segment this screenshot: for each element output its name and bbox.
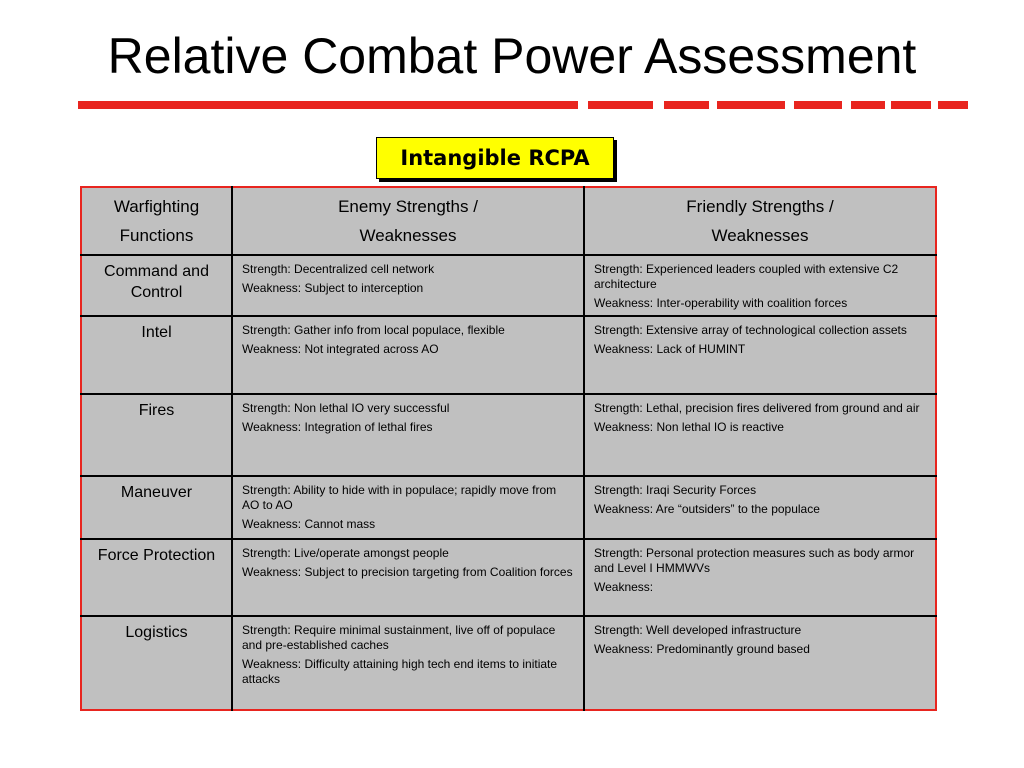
table-header-row (81, 187, 936, 255)
divider-segment (891, 101, 931, 109)
friendly-weakness: Weakness: Non lethal IO is reactive (594, 420, 784, 434)
function-cell: Force Protection (81, 539, 232, 616)
friendly-strength: Strength: Well developed infrastructure (594, 623, 802, 637)
header-enemy (232, 187, 584, 255)
enemy-cell (232, 316, 584, 394)
divider-segment (851, 101, 885, 109)
enemy-strength: Strength: Gather info from local populace, flexible (242, 323, 505, 337)
enemy-strength: Strength: Live/operate amongst people (242, 546, 449, 560)
friendly-cell (584, 616, 936, 710)
enemy-cell (232, 616, 584, 710)
table-row (81, 255, 936, 316)
function-cell: Maneuver (81, 476, 232, 539)
friendly-weakness: Weakness: Are “outsiders” to the populace (594, 502, 820, 516)
header-line: Warfighting (113, 197, 200, 216)
enemy-strength: Strength: Require minimal sustainment, live off of populace and pre-established caches (242, 623, 556, 652)
header-line: Functions (119, 226, 194, 245)
function-cell: Command and Control (81, 255, 232, 316)
enemy-strength: Strength: Ability to hide with in populace; rapidly move from AO to AO (242, 483, 557, 512)
enemy-weakness: Weakness: Integration of lethal fires (242, 420, 433, 434)
rcpa-table (80, 186, 937, 711)
header-line: Enemy Strengths / (338, 197, 478, 216)
friendly-strength: Strength: Extensive array of technological collection assets (594, 323, 907, 337)
friendly-weakness: Weakness: Inter-operability with coalition forces (594, 296, 848, 310)
friendly-cell (584, 539, 936, 616)
function-cell: Intel (81, 316, 232, 394)
header-warfighting-functions (81, 187, 232, 255)
divider-segment (717, 101, 785, 109)
slide-title: Relative Combat Power Assessment (107, 28, 917, 84)
enemy-cell (232, 255, 584, 316)
enemy-weakness: Weakness: Subject to interception (242, 281, 424, 295)
friendly-strength: Strength: Lethal, precision fires delivered from ground and air (594, 401, 920, 415)
enemy-weakness: Weakness: Difficulty attaining high tech end items to initiate attacks (242, 657, 558, 686)
friendly-weakness: Weakness: (594, 580, 654, 594)
friendly-weakness: Weakness: Predominantly ground based (594, 642, 810, 656)
enemy-strength: Strength: Non lethal IO very successful (242, 401, 450, 415)
divider-segment (794, 101, 842, 109)
divider-segment (938, 101, 968, 109)
divider-segment (588, 101, 653, 109)
enemy-strength: Strength: Decentralized cell network (242, 262, 435, 276)
friendly-cell (584, 255, 936, 316)
enemy-cell (232, 476, 584, 539)
enemy-cell (232, 539, 584, 616)
title-divider (78, 101, 968, 109)
friendly-weakness: Weakness: Lack of HUMINT (594, 342, 746, 356)
header-line: Friendly Strengths / (686, 197, 834, 216)
divider-segment (78, 101, 578, 109)
header-line: Weaknesses (359, 226, 457, 245)
table-row (81, 616, 936, 710)
table-row (81, 539, 936, 616)
friendly-strength: Strength: Personal protection measures such as body armor and Level I HMMWVs (594, 546, 915, 575)
enemy-weakness: Weakness: Cannot mass (242, 517, 376, 531)
function-cell: Fires (81, 394, 232, 476)
enemy-weakness: Weakness: Not integrated across AO (242, 342, 439, 356)
friendly-strength: Strength: Iraqi Security Forces (594, 483, 757, 497)
intangible-rcpa-badge: Intangible RCPA (376, 137, 614, 179)
enemy-cell (232, 394, 584, 476)
table-row (81, 476, 936, 539)
header-friendly (584, 187, 936, 255)
function-cell: Logistics (81, 616, 232, 710)
header-line: Weaknesses (711, 226, 809, 245)
friendly-cell (584, 394, 936, 476)
friendly-cell (584, 476, 936, 539)
table-row (81, 316, 936, 394)
friendly-cell (584, 316, 936, 394)
friendly-strength: Strength: Experienced leaders coupled with extensive C2 architecture (594, 262, 899, 291)
enemy-weakness: Weakness: Subject to precision targeting from Coalition forces (242, 565, 573, 579)
table-row (81, 394, 936, 476)
divider-segment (664, 101, 709, 109)
